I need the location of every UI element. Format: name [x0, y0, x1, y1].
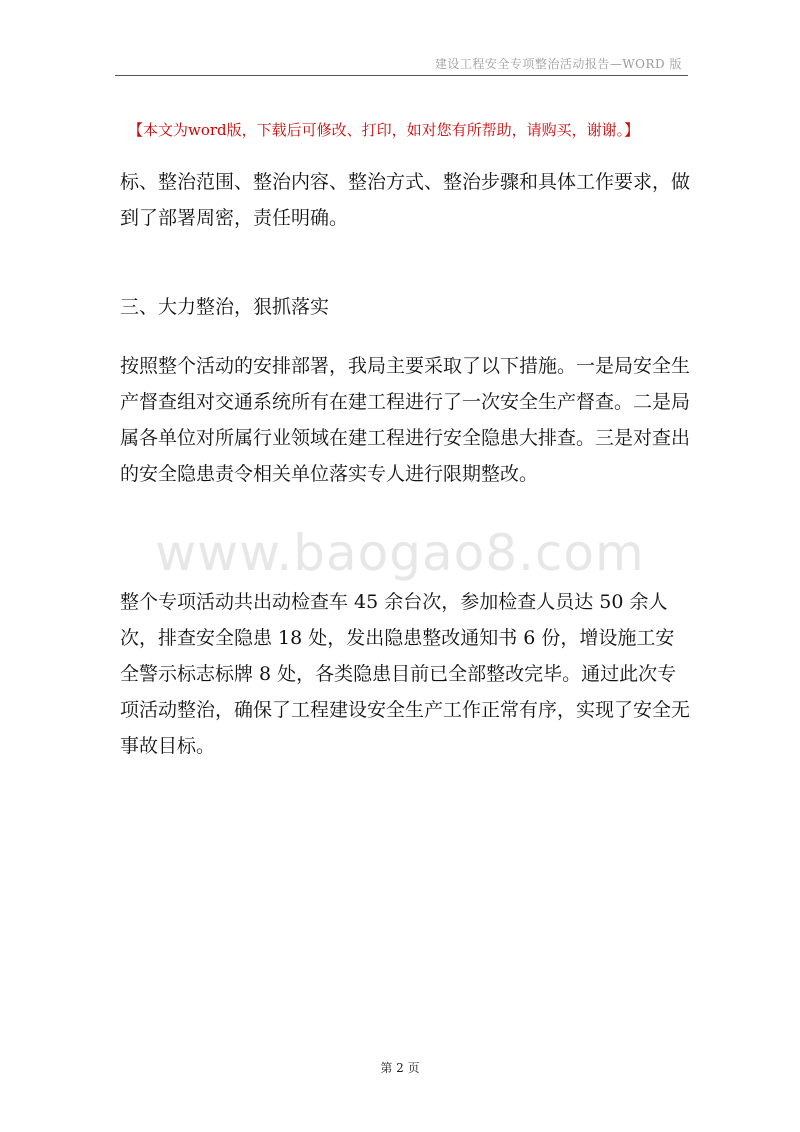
header-divider — [115, 75, 688, 76]
page-number: 第 2 页 — [380, 1061, 420, 1075]
section-heading: 三、大力整治，狠抓落实 — [120, 296, 330, 318]
body-paragraph-3: 整个专项活动共出动检查车 45 余台次，参加检查人员达 50 余人次，排查安全隐患 18 处，发出隐患整改通知书 6 份，增设施工安全警示标志标牌 8 处，各类隐患目前已全部整改完毕。通过此次专项活动整治，确保了工程建设安全生产工作正常有序，实现了安全无事故目标。 — [120, 591, 691, 757]
running-header: 建设工程安全专项整治活动报告—WORD 版 — [434, 57, 682, 71]
body-paragraph-2: 按照整个活动的安排部署，我局主要采取了以下措施。一是局安全生产督查组对交通系统所有在建工程进行了一次安全生产督查。二是局属各单位对所属行业领域在建工程进行安全隐患大排查。三是对查出的安全隐患责令相关单位落实专人进行限期整改。 — [120, 355, 691, 485]
download-notice: 【本文为word版，下载后可修改、打印，如对您有所帮助，请购买，谢谢。】 — [128, 121, 640, 139]
watermark-text: www.baogao8.com — [155, 524, 645, 582]
body-paragraph-1: 标、整治范围、整治内容、整治方式、整治步骤和具体工作要求，做到了部署周密，责任明确。 — [120, 171, 691, 229]
